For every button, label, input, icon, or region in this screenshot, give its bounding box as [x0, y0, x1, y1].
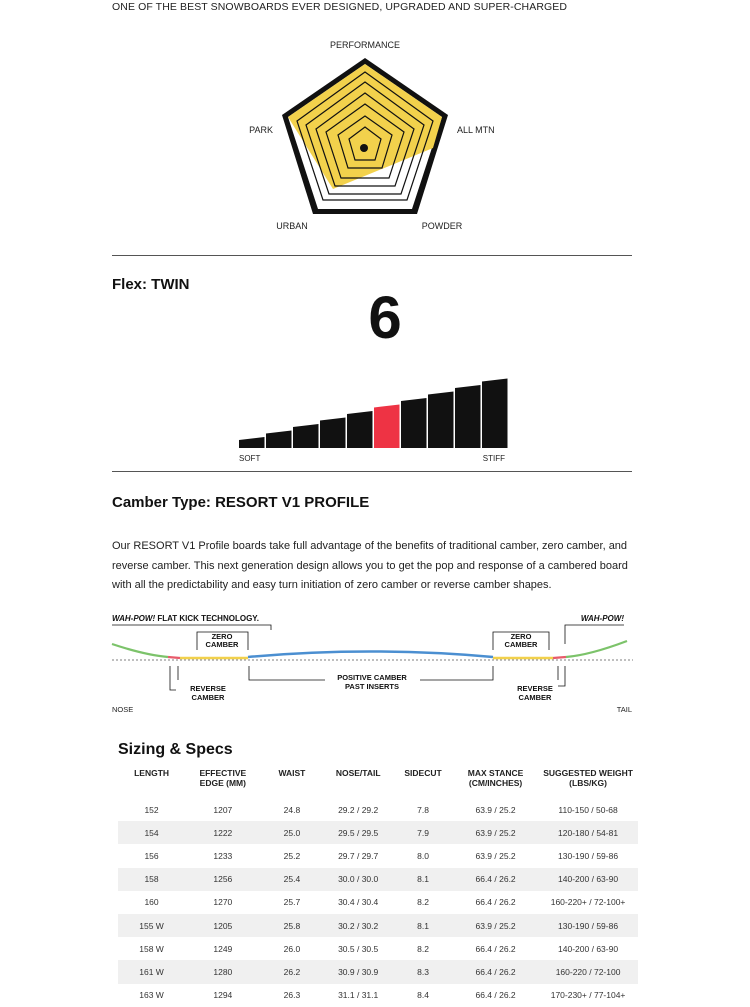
specs-table-row — [118, 821, 638, 844]
specs-table-cell: 63.9 / 25.2 — [453, 914, 538, 937]
specs-table-cell: 24.8 — [283, 804, 301, 815]
specs-table-cell: 130-190 / 59-86 — [538, 914, 638, 937]
specs-table-cell: 120-180 / 54-81 — [538, 821, 638, 844]
specs-table-cell: 8.4 — [417, 990, 429, 1001]
positive-camber-1: POSITIVE CAMBER — [337, 673, 407, 682]
specs-table-cell: 8.1 — [393, 868, 453, 891]
tail-label: TAIL — [616, 705, 632, 714]
flex-bar — [482, 379, 508, 449]
specs-table-row — [118, 937, 638, 960]
specs-column-header-line: WAIST — [278, 768, 306, 778]
wahpow-left-label: WAH-POW! — [112, 614, 156, 623]
specs-table-cell: 29.7 / 29.7 — [338, 850, 379, 861]
specs-table-cell: 156 — [144, 850, 159, 861]
specs-table-cell: 7.8 — [417, 804, 429, 815]
specs-table-cell: 30.0 / 30.0 — [323, 868, 393, 891]
specs-table-cell: 1280 — [185, 960, 260, 983]
specs-table-cell: 7.9 — [393, 821, 453, 844]
specs-table-cell: 30.5 / 30.5 — [338, 943, 379, 954]
specs-table — [118, 766, 638, 1007]
specs-table-row — [118, 891, 638, 914]
specs-table-cell: 1222 — [185, 821, 260, 844]
wahpow-right-label: WAH-POW! — [580, 614, 624, 623]
specs-column-header-line: SIDECUT — [404, 768, 442, 778]
flex-bar — [374, 405, 400, 449]
radar-label-powder: POWDER — [421, 221, 463, 231]
specs-table-cell: 1294 — [213, 990, 233, 1001]
radar-center-dot — [360, 144, 368, 152]
specs-table-cell: 30.4 / 30.4 — [338, 897, 379, 908]
specs-table-cell: 30.2 / 30.2 — [323, 914, 393, 937]
specs-table-cell: 158 — [118, 868, 185, 891]
specs-table-cell: 152 — [144, 804, 159, 815]
specs-table-cell: 30.9 / 30.9 — [323, 960, 393, 983]
reverse-camber-left-2: CAMBER — [191, 693, 225, 702]
specs-column-header — [538, 766, 638, 798]
radar-label-park: PARK — [249, 125, 273, 135]
specs-column-header-line: MAX STANCE — [467, 768, 524, 778]
specs-table-cell: 140-200 / 63-90 — [558, 943, 619, 954]
specs-column-header-line: (CM/INCHES) — [468, 778, 523, 788]
specs-table-row — [118, 914, 638, 937]
specs-table-cell: 63.9 / 25.2 — [453, 821, 538, 844]
specs-table-cell: 1256 — [185, 868, 260, 891]
specs-column-header-line: EFFECTIVE — [199, 768, 247, 778]
specs-table-cell: 29.2 / 29.2 — [338, 804, 379, 815]
specs-table-cell: 154 — [118, 821, 185, 844]
specs-table-cell: 161 W — [118, 960, 185, 983]
specs-column-header-line: NOSE/TAIL — [335, 768, 381, 778]
divider — [112, 471, 632, 472]
flex-bar — [428, 392, 454, 449]
specs-table-cell: 1205 — [185, 914, 260, 937]
specs-column-header-line: (LBS/KG) — [569, 778, 607, 788]
specs-table-cell: 25.7 — [283, 897, 301, 908]
nose-label: NOSE — [112, 705, 134, 714]
flex-bar — [266, 431, 292, 449]
specs-table-cell: 63.9 / 25.2 — [475, 804, 516, 815]
tagline: ONE OF THE BEST SNOWBOARDS EVER DESIGNED, UPGRADED AND SUPER-CHARGED — [112, 1, 568, 13]
zero-camber-left-2: CAMBER — [205, 640, 239, 649]
terrain-radar-chart — [0, 0, 750, 250]
specs-column-header-line: EDGE (MM) — [199, 778, 246, 788]
specs-column-header — [453, 766, 538, 798]
specs-table-cell: 25.4 — [261, 868, 324, 891]
specs-table-row — [118, 844, 638, 867]
zero-camber-right-1: ZERO — [510, 632, 532, 641]
reverse-camber-right-1: REVERSE — [517, 684, 553, 693]
specs-column-header — [323, 766, 393, 798]
specs-table-cell: 66.4 / 26.2 — [475, 897, 516, 908]
specs-table-cell: 1270 — [213, 897, 233, 908]
specs-table-cell: 31.1 / 31.1 — [338, 990, 379, 1001]
flex-bar — [293, 424, 319, 448]
specs-table-cell: 160 — [144, 897, 159, 908]
specs-table-cell: 130-190 / 59-86 — [558, 850, 619, 861]
specs-column-header-line: LENGTH — [134, 768, 170, 778]
specs-column-header — [118, 766, 185, 798]
specs-table-cell: 160-220 / 72-100 — [538, 960, 638, 983]
svg-text:WAH-POW! FLAT KICK TECHNOLOGY. — [112, 614, 259, 623]
specs-table-cell: 1233 — [213, 850, 233, 861]
specs-table-cell: 1249 — [213, 943, 233, 954]
flat-kick-label: FLAT KICK TECHNOLOGY. — [155, 614, 259, 623]
flex-bar — [320, 418, 346, 449]
specs-table-cell: 25.0 — [261, 821, 324, 844]
specs-table-cell: 163 W — [139, 990, 164, 1001]
specs-table-cell: 1207 — [213, 804, 233, 815]
specs-table-cell: 66.4 / 26.2 — [475, 990, 516, 1001]
specs-table-row — [118, 984, 638, 1007]
specs-table-cell: 110-150 / 50-68 — [558, 804, 618, 815]
specs-header-row — [118, 766, 638, 798]
flex-rating-value: 6 — [368, 284, 402, 351]
specs-table-row — [118, 960, 638, 983]
specs-column-header — [261, 766, 324, 798]
divider — [112, 255, 632, 256]
radar-label-all-mtn: ALL MTN — [457, 125, 495, 135]
specs-table-row — [118, 868, 638, 891]
specs-table-cell: 26.2 — [261, 960, 324, 983]
specs-table-cell: 8.0 — [417, 850, 429, 861]
specs-table-cell: 25.2 — [283, 850, 301, 861]
flex-bar — [455, 385, 481, 448]
flex-title: Flex: TWIN — [112, 276, 190, 293]
specs-table-cell: 140-200 / 63-90 — [538, 868, 638, 891]
zero-camber-left-1: ZERO — [211, 632, 233, 641]
specs-table-cell: 26.0 — [283, 943, 301, 954]
positive-camber-2: PAST INSERTS — [344, 682, 400, 691]
specs-table-cell: 170-230+ / 77-104+ — [550, 990, 626, 1001]
reverse-camber-left-1: REVERSE — [190, 684, 226, 693]
camber-title: Camber Type: RESORT V1 PROFILE — [112, 494, 370, 511]
specs-title: Sizing & Specs — [118, 741, 233, 758]
flex-bar — [239, 437, 265, 448]
specs-table-cell: 66.4 / 26.2 — [453, 960, 538, 983]
specs-table-cell: 155 W — [118, 914, 185, 937]
specs-table-cell: 66.4 / 26.2 — [453, 868, 538, 891]
specs-table-cell: 8.3 — [393, 960, 453, 983]
specs-table-cell: 8.2 — [417, 897, 429, 908]
radar-label-urban: URBAN — [276, 221, 308, 231]
specs-table-cell: 26.3 — [283, 990, 301, 1001]
specs-table-cell: 160-220+ / 72-100+ — [550, 897, 626, 908]
flex-bar — [347, 411, 373, 448]
flex-stiff-label: STIFF — [482, 454, 505, 463]
specs-table-cell: 29.5 / 29.5 — [323, 821, 393, 844]
zero-camber-right-2: CAMBER — [504, 640, 538, 649]
reverse-camber-right-2: CAMBER — [518, 693, 552, 702]
flex-bars — [239, 379, 508, 449]
specs-table-cell: 158 W — [139, 943, 164, 954]
specs-table-cell: 8.1 — [393, 914, 453, 937]
camber-profile-diagram — [0, 600, 750, 720]
radar-label-performance: PERFORMANCE — [329, 40, 401, 50]
flex-bar — [401, 398, 427, 448]
specs-table-row — [118, 798, 638, 821]
specs-table-cell: 25.8 — [261, 914, 324, 937]
flex-soft-label: SOFT — [239, 454, 261, 463]
specs-table-cell: 63.9 / 25.2 — [475, 850, 516, 861]
specs-column-header-line: SUGGESTED WEIGHT — [543, 768, 633, 778]
specs-column-header — [393, 766, 453, 798]
specs-column-header — [185, 766, 260, 798]
flex-scale — [0, 370, 750, 470]
camber-description: Our RESORT V1 Profile boards take full advantage of the benefits of traditional camber, zero camber, and reverse camber. This next generation design allows you to get the pop and response of a cambered board with all the predictability and easy turn initiation of zero camber or reverse camber shapes. — [112, 540, 628, 591]
specs-table-cell: 8.2 — [417, 943, 429, 954]
specs-table-cell: 66.4 / 26.2 — [475, 943, 516, 954]
